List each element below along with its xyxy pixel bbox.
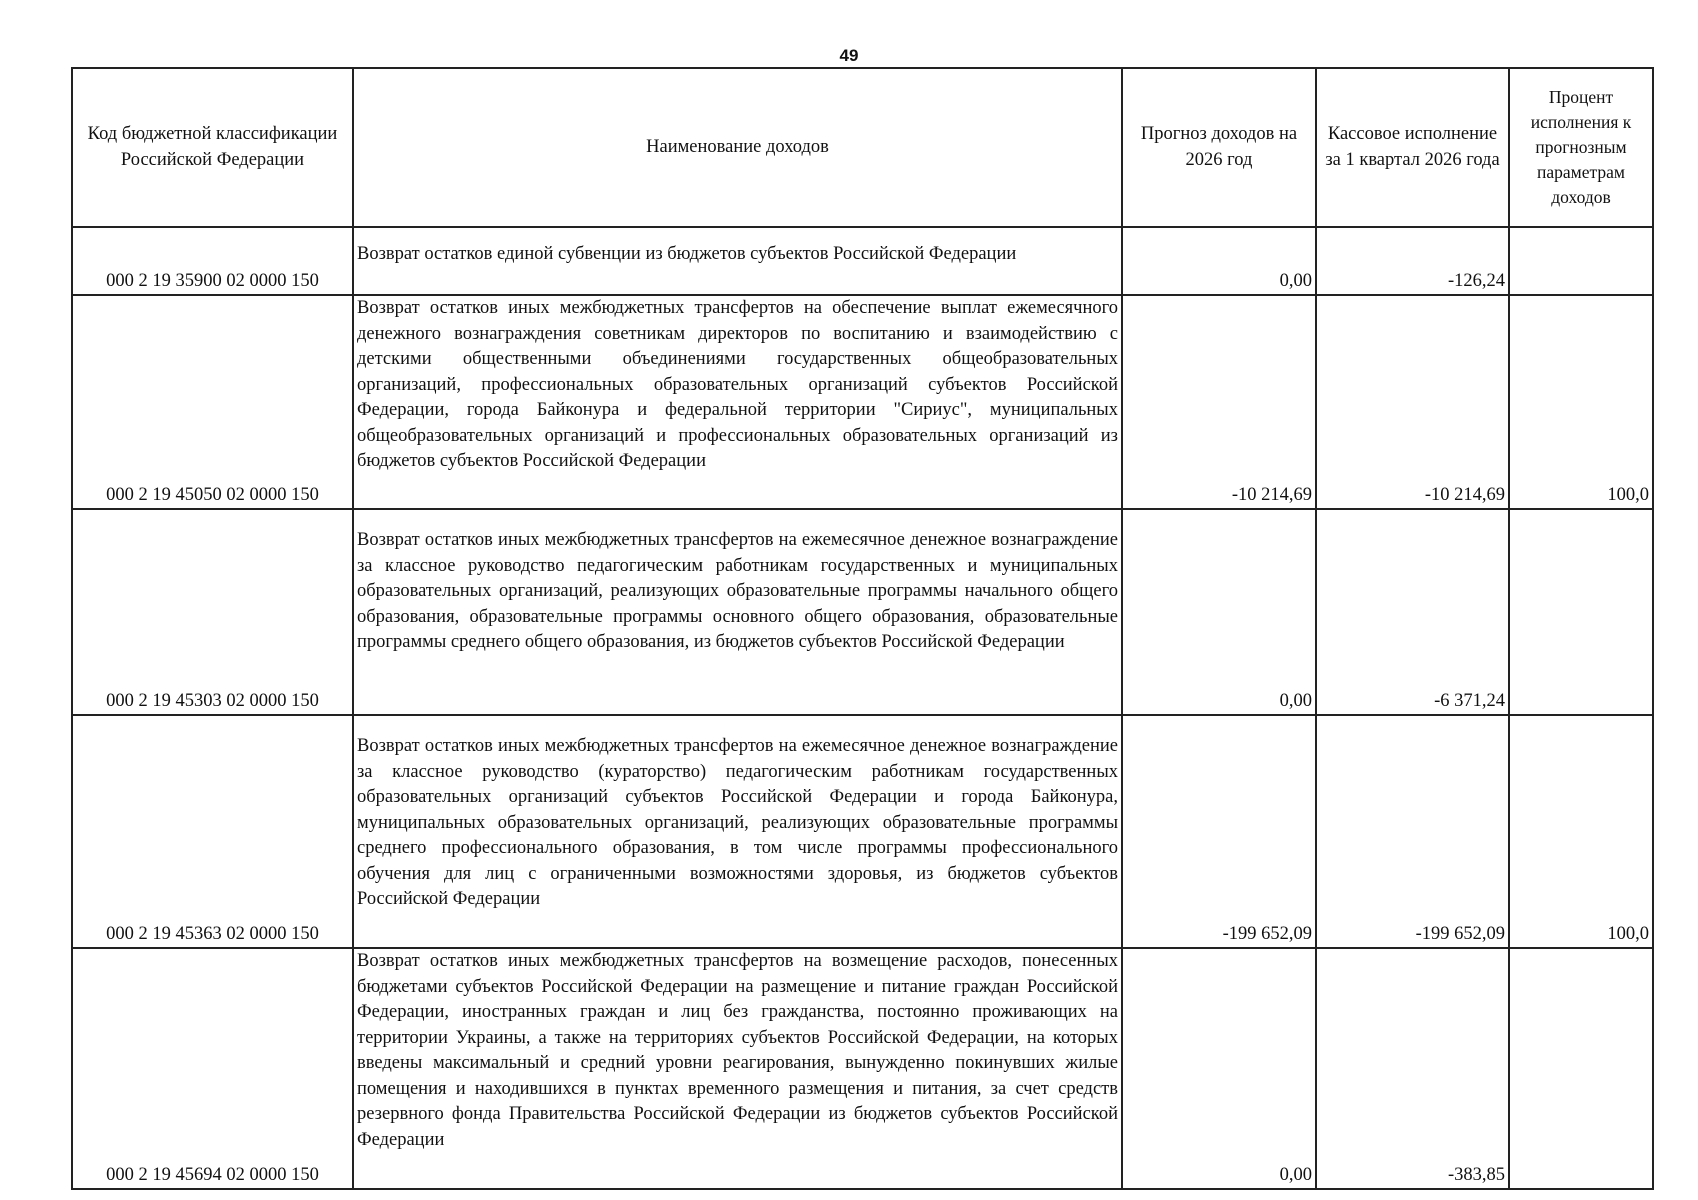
row-cash-execution: -10 214,69 [1316,295,1509,509]
row-cash-execution: -199 652,09 [1316,715,1509,948]
header-code: Код бюджетной классификации Российской Федерации [72,68,353,227]
table-row [72,227,1653,295]
row-code: 000 2 19 45050 02 0000 150 [72,295,353,509]
row-forecast: -10 214,69 [1122,295,1316,509]
row-percent [1509,948,1653,1189]
row-forecast: 0,00 [1122,227,1316,295]
row-percent [1509,227,1653,295]
header-forecast: Прогноз доходов на 2026 год [1122,68,1316,227]
page-number: 49 [839,46,859,65]
row-name: Возврат остатков иных межбюджетных трансфертов на обеспечение выплат ежемесячного денежного вознаграждения советникам директоров по воспитанию и взаимодействию с детскими общественными объединениями государственных общеобразовательных организаций, профессиональных образовательных организаций субъектов Российской Федерации, города Байконура и федеральной территории "Сириус", муниципальных общеобразовательных организаций и профессиональных образовательных организаций из бюджетов субъектов Российской Федерации [353,295,1122,509]
row-cash-execution: -383,85 [1316,948,1509,1189]
row-forecast: 0,00 [1122,948,1316,1189]
row-code: 000 2 19 45363 02 0000 150 [72,715,353,948]
table-header-row [72,68,1653,227]
row-percent [1509,509,1653,715]
header-name: Наименование доходов [353,68,1122,227]
row-code: 000 2 19 45694 02 0000 150 [72,948,353,1189]
row-cash-execution: -126,24 [1316,227,1509,295]
row-code: 000 2 19 35900 02 0000 150 [72,227,353,295]
row-name: Возврат остатков иных межбюджетных трансфертов на возмещение расходов, понесенных бюджетами субъектов Российской Федерации на размещение и питание граждан Российской Федерации, иностранных граждан и лиц без гражданства, постоянно проживающих на территории Украины, а также на территориях субъектов Российской Федерации, на которых введены максимальный и средний уровни реагирования, вынужденно покинувших жилые помещения и находившихся в пунктах временного размещения и питания, за счет средств резервного фонда Правительства Российской Федерации из бюджетов субъектов Российской Федерации [353,948,1122,1189]
row-name: Возврат остатков единой субвенции из бюджетов субъектов Российской Федерации [353,227,1122,295]
table-row [72,509,1653,715]
revenue-table [71,67,1654,1190]
row-forecast: -199 652,09 [1122,715,1316,948]
row-name: Возврат остатков иных межбюджетных трансфертов на ежемесячное денежное вознаграждение за классное руководство (кураторство) педагогическим работникам государственных образовательных организаций субъектов Российской Федерации и города Байконура, муниципальных образовательных организаций, реализующих образовательные программы среднего профессионального образования, в том числе программы профессионального обучения для лиц с ограниченными возможностями здоровья, из бюджетов субъектов Российской Федерации [353,715,1122,948]
row-percent: 100,0 [1509,715,1653,948]
table-row [72,715,1653,948]
row-code: 000 2 19 45303 02 0000 150 [72,509,353,715]
row-name: Возврат остатков иных межбюджетных трансфертов на ежемесячное денежное вознаграждение за классное руководство педагогическим работникам государственных и муниципальных образовательных организаций, реализующих образовательные программы начального общего образования, образовательные программы основного общего образования, образовательные программы среднего общего образования, из бюджетов субъектов Российской Федерации [353,509,1122,715]
table-row [72,295,1653,509]
row-forecast: 0,00 [1122,509,1316,715]
row-percent: 100,0 [1509,295,1653,509]
header-cash-execution: Кассовое исполнение за 1 квартал 2026 года [1316,68,1509,227]
row-cash-execution: -6 371,24 [1316,509,1509,715]
header-percent: Процент исполнения к прогнозным параметрам доходов [1509,68,1653,227]
table-row [72,948,1653,1189]
